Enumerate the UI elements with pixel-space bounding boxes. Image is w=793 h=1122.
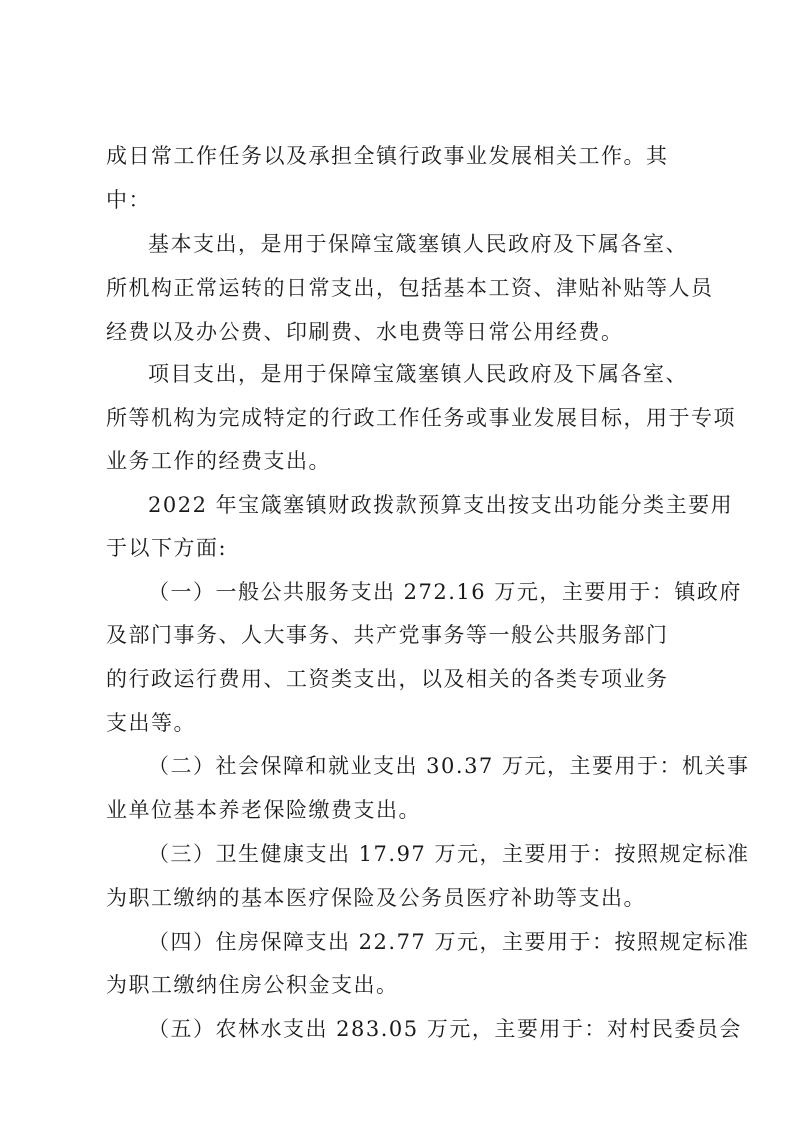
text-line: 成日常工作任务以及承担全镇行政事业发展相关工作。其 [106, 144, 669, 168]
text-line: 项目支出，是用于保障宝箴塞镇人民政府及下属各室、 [148, 362, 688, 386]
text-line: （一）一般公共服务支出 272.16 万元，主要用于：镇政府 [148, 580, 742, 604]
text-line: 于以下方面: [106, 536, 228, 560]
text-line: 基本支出，是用于保障宝箴塞镇人民政府及下属各室、 [148, 232, 688, 256]
text-line: 的行政运行费用、工资类支出，以及相关的各类专项业务 [106, 667, 669, 691]
text-line: 业单位基本养老保险缴费支出。 [106, 798, 421, 822]
text-line: （二）社会保障和就业支出 30.37 万元，主要用于：机关事 [148, 754, 750, 778]
text-line: 业务工作的经费支出。 [106, 449, 331, 473]
text-line: 所机构正常运转的日常支出，包括基本工资、津贴补贴等人员 [106, 276, 714, 300]
text-line: （四）住房保障支出 22.77 万元，主要用于：按照规定标准 [148, 930, 750, 954]
text-line: 所等机构为完成特定的行政工作任务或事业发展目标，用于专项 [106, 406, 736, 430]
text-line: 为职工缴纳的基本医疗保险及公务员医疗补助等支出。 [106, 886, 646, 910]
text-line: 为职工缴纳住房公积金支出。 [106, 973, 399, 997]
text-line: 及部门事务、人大事务、共产党事务等一般公共服务部门 [106, 623, 669, 647]
text-line: 经费以及办公费、印刷费、水电费等日常公用经费。 [106, 320, 624, 344]
text-line: 中： [106, 188, 151, 212]
text-line: 2022 年宝箴塞镇财政拨款预算支出按支出功能分类主要用 [148, 493, 734, 517]
text-line: （五）农林水支出 283.05 万元，主要用于：对村民委员会 [148, 1017, 742, 1041]
text-line: （三）卫生健康支出 17.97 万元，主要用于：按照规定标准 [148, 842, 750, 866]
text-line: 支出等。 [106, 711, 196, 735]
